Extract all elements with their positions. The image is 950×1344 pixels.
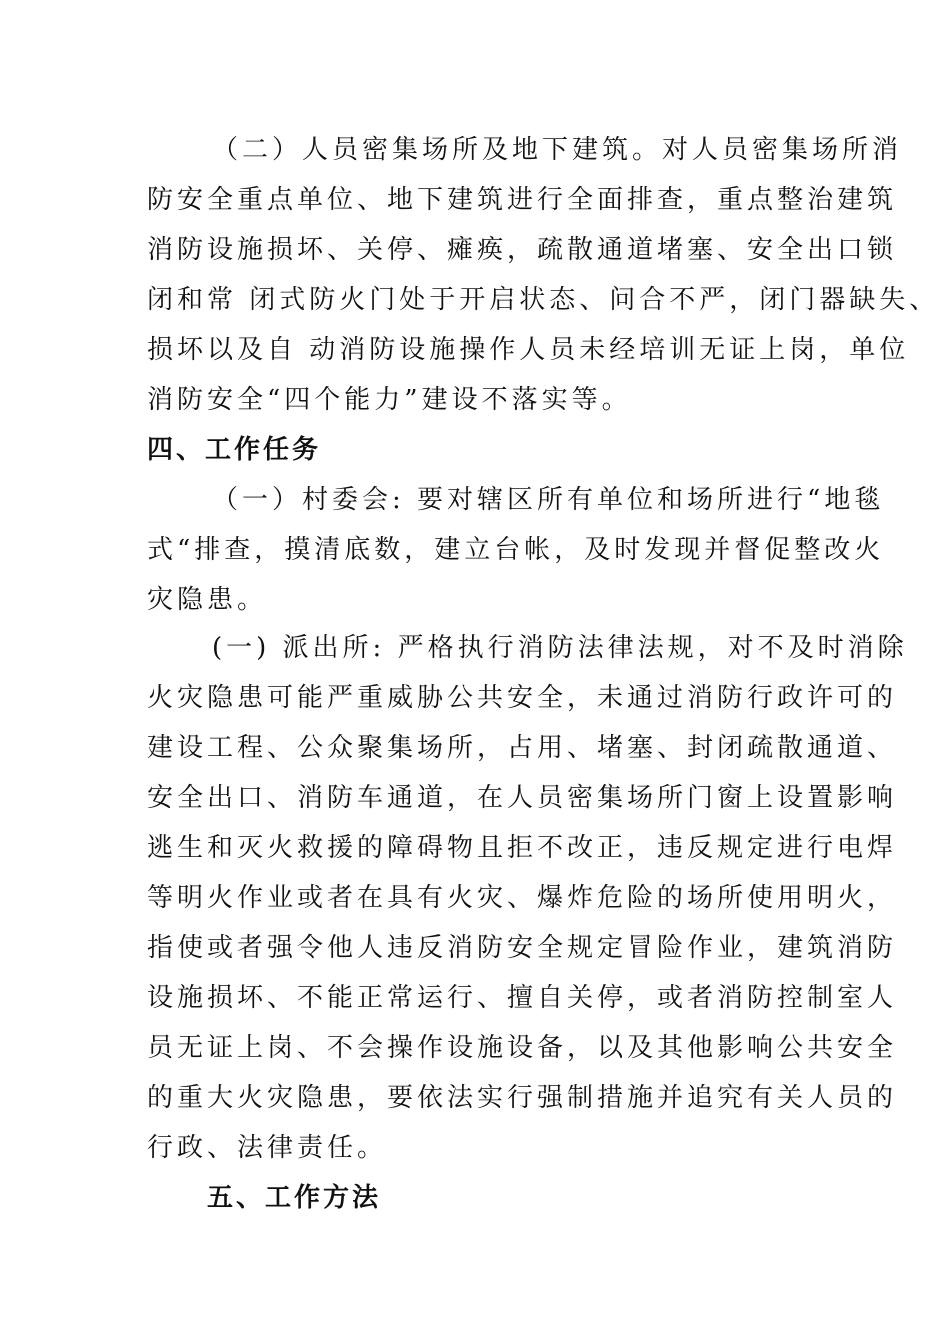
section-heading: 五、工作方法 — [207, 1183, 382, 1213]
section-heading: 四、工作任务 — [147, 435, 322, 465]
paragraph-line: 设施损坏、不能正常运行、擅自关停，或者消防控制室人 — [147, 983, 898, 1013]
paragraph-line: 消防设施损坏、关停、瘫痪，疏散通道堵塞、安全出口锁 — [147, 235, 898, 265]
paragraph-line: 的重大火灾隐患，要依法实行强制措施并追究有关人员的 — [147, 1083, 898, 1113]
paragraph-line: 等明火作业或者在具有火灾、爆炸危险的场所使用明火， — [147, 883, 898, 913]
paragraph-line: 员无证上岗、不会操作设施设备，以及其他影响公共安全 — [147, 1033, 898, 1063]
paragraph-line: 防安全重点单位、地下建筑进行全面排查，重点整治建筑 — [147, 185, 898, 215]
paragraph-line: 损坏以及自 动消防设施操作人员未经培训无证上岗，单位 — [147, 335, 910, 365]
paragraph-line: 行政、法律责任。 — [147, 1133, 388, 1163]
paragraph-line: 闭和常 闭式防火门处于开启状态、问合不严，闭门器缺失、 — [147, 285, 940, 315]
paragraph-line: 式“排查，摸清底数，建立台帐，及时发现并督促整改火 — [147, 535, 885, 565]
paragraph-line: 逃生和灭火救援的障碍物且拒不改正，违反规定进行电焊 — [147, 833, 898, 863]
paragraph-line: 安全出口、消防车通道，在人员密集场所门窗上设置影响 — [147, 783, 898, 813]
paragraph-line: 建设工程、公众聚集场所，占用、堵塞、封闭疏散通道、 — [147, 733, 898, 763]
paragraph-line: 指使或者强令他人违反消防安全规定冒险作业，建筑消防 — [147, 933, 898, 963]
paragraph-line: (一) 派出所: 严格执行消防法律法规，对不及时消除 — [212, 633, 908, 663]
paragraph-line: 灾隐患。 — [147, 585, 268, 615]
paragraph-line: （一）村委会: 要对辖区所有单位和场所进行“地毯 — [212, 485, 885, 515]
paragraph-line: 火灾隐患可能严重威胁公共安全，未通过消防行政许可的 — [147, 683, 898, 713]
paragraph-line: （二）人员密集场所及地下建筑。对人员密集场所消 — [212, 135, 903, 165]
paragraph-line: 消防安全“四个能力”建设不落实等。 — [147, 385, 632, 415]
